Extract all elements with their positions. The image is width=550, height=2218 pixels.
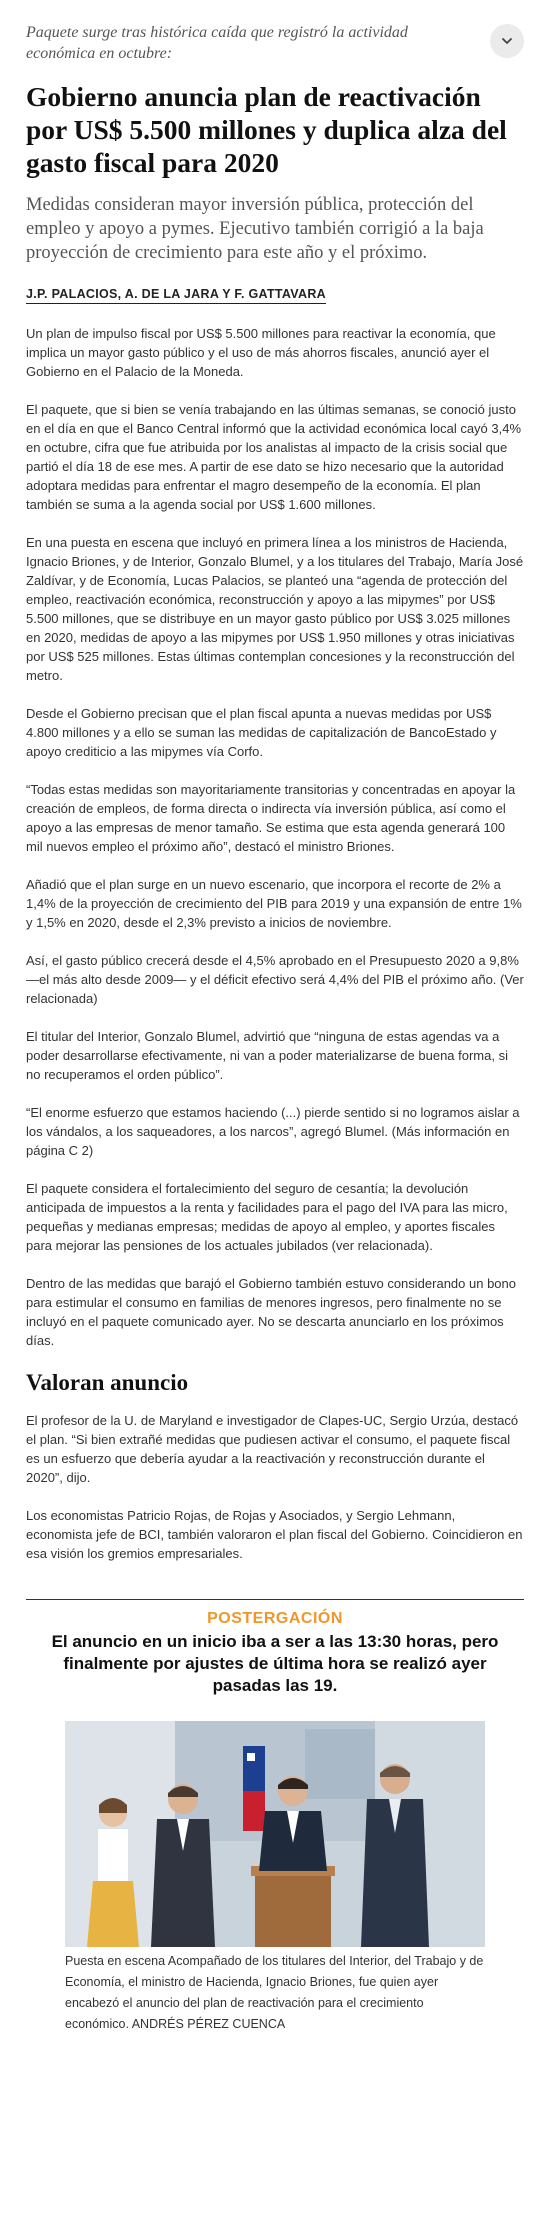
article-body bbox=[26, 324, 524, 1563]
body-paragraph: El paquete considera el fortalecimiento del seguro de cesantía; la devolución anticipada de impuestos a la renta y facilidades para el pago del IVA para las micro, pequeñas y medianas empresas; medidas de apoyo al empleo, y aportes fiscales para mejorar las pensiones de los actuales jubilados (ver relacionada). bbox=[26, 1181, 508, 1253]
expand-button[interactable] bbox=[490, 24, 524, 58]
article-figure bbox=[65, 1721, 485, 2035]
byline-wrapper bbox=[26, 265, 524, 304]
body-paragraph: Un plan de impulso fiscal por US$ 5.500 millones para reactivar la economía, que implica un mayor gasto público y el uso de más ahorros fiscales, anunció ayer el Gobierno en el Palacio de la Moneda. bbox=[26, 326, 496, 379]
photo-caption: Puesta en escena Acompañado de los titulares del Interior, del Trabajo y de Economía, el ministro de Hacienda, Ignacio Briones, fue quien ayer encabezó el anuncio del plan de reactivación para el crecimiento económico. ANDRÉS PÉREZ CUENCA bbox=[65, 1954, 484, 2031]
body-paragraph: “El enorme esfuerzo que estamos haciendo (...) pierde sentido si no logramos aislar a los vándalos, a los saqueadores, a los narcos”, agregó Blumel. (Más información en página C 2) bbox=[26, 1105, 520, 1158]
body-paragraph: El titular del Interior, Gonzalo Blumel, advirtió que “ninguna de estas agendas va a poder desarrollarse efectivamente, ni van a poder materializarse de buena forma, si no recuperamos el orden público”. bbox=[26, 1029, 508, 1082]
body-paragraph: Así, el gasto público crecerá desde el 4,5% aprobado en el Presupuesto 2020 a 9,8% —el más alto desde 2009— y el déficit efectivo será 4,4% del PIB el próximo año. (Ver relacionada) bbox=[26, 953, 524, 1006]
article-topbar bbox=[26, 0, 524, 64]
sidebar-title: POSTERGACIÓN bbox=[207, 1610, 343, 1627]
body-paragraph: Añadió que el plan surge en un nuevo escenario, que incorpora el recorte de 2% a 1,4% de la proyección de crecimiento del PIB para 2019 y una expansión de entre 1% y 1,5% en 2020, desde el 2,3% previsto a inicios de noviembre. bbox=[26, 877, 522, 930]
body-paragraph: El paquete, que si bien se venía trabajando en las últimas semanas, se conoció justo en el día en que el Banco Central informó que la actividad económica local cayó 3,4% en octubre, cifra que fue atribuida por los analistas al impacto de la crisis social que partió el día 18 de ese mes. A partir de ese dato se hizo necesario que la autoridad adoptara medidas para enfrentar el magro desempeño de la economía. El plan también se suma a la agenda social por US$ 1.600 millones. bbox=[26, 402, 522, 512]
body-paragraph: Los economistas Patricio Rojas, de Rojas y Asociados, y Sergio Lehmann, economista jefe de BCI, también valoraron el plan fiscal del Gobierno. Coincidieron en esa visión los gremios empresariales. bbox=[26, 1508, 523, 1561]
section-subhead: Valoran anuncio bbox=[26, 1370, 189, 1395]
body-paragraph: En una puesta en escena que incluyó en primera línea a los ministros de Hacienda, Ignacio Briones, y de Interior, Gonzalo Blumel, y a los titulares del Trabajo, María José Zaldívar, y de Economía, Lucas Palacios, se planteó una “agenda de protección del empleo, reactivación económica, reconstrucción y apoyo a las mipymes” por US$ 5.500 millones, que se distribuye en un mayor gasto público por US$ 3.025 millones en 2020, medidas de apoyo a las mipymes por US$ 1.950 millones y otras iniciativas por US$ 525 millones. Estas últimas contemplan concesiones y la reconstrucción del metro. bbox=[26, 535, 524, 683]
chevron-down-icon bbox=[500, 34, 514, 48]
article-photo[interactable] bbox=[65, 1721, 485, 1947]
sidebar-text: El anuncio en un inicio iba a ser a las 13:30 horas, pero finalmente por ajustes de última hora se realizó ayer pasadas las 19. bbox=[51, 1632, 499, 1695]
article-byline[interactable]: J.P. PALACIOS, A. DE LA JARA Y F. GATTAVARA bbox=[26, 287, 326, 304]
body-paragraph: “Todas estas medidas son mayoritariamente transitorias y concentradas en apoyar la creación de empleos, de forma directa o indirecta vía inversión pública, así como el apoyo a las empresas de menor tamaño. Se estima que esta agenda generará 100 mil nuevos empleo el próximo año”, destacó el ministro Briones. bbox=[26, 782, 516, 854]
sidebar-box bbox=[26, 1599, 524, 1697]
article-kicker: Paquete surge tras histórica caída que registró la actividad económica en octubre: bbox=[26, 24, 408, 62]
press-conference-photo bbox=[65, 1721, 485, 1947]
body-paragraph: El profesor de la U. de Maryland e investigador de Clapes-UC, Sergio Urzúa, destacó el plan. “Si bien extrañé medidas que pudiesen activar el consumo, el paquete fiscal es un esfuerzo que debería ayudar a la reactivación y reconstrucción durante el 2020”, dijo. bbox=[26, 1413, 519, 1485]
article-deck: Medidas consideran mayor inversión pública, protección del empleo y apoyo a pymes. Ejecutivo también corrigió a la baja proyección de crecimiento para este año y el próximo. bbox=[26, 195, 484, 263]
body-paragraph: Dentro de las medidas que barajó el Gobierno también estuvo considerando un bono para estimular el consumo en familias de menores ingresos, pero finalmente no se incluyó en el paquete comunicado ayer. No se descarta anunciarlo en los próximos días. bbox=[26, 1276, 516, 1348]
article-headline: Gobierno anuncia plan de reactivación por US$ 5.500 millones y duplica alza del gasto fiscal para 2020 bbox=[26, 81, 507, 178]
body-paragraph: Desde el Gobierno precisan que el plan fiscal apunta a nuevas medidas por US$ 4.800 millones y a ello se suman las medidas de capitalización de BancoEstado y apoyo crediticio a las mipymes vía Corfo. bbox=[26, 706, 497, 759]
